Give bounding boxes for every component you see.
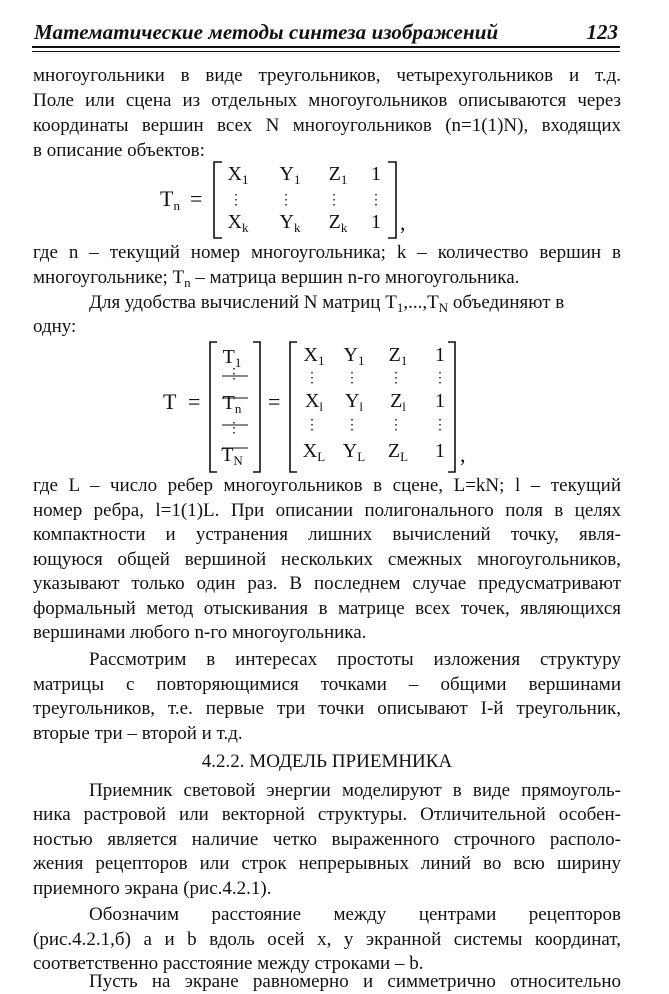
equals-sign: = <box>188 389 201 414</box>
page-header <box>32 14 620 46</box>
matrix-dots: ⋮ <box>389 371 403 386</box>
text-line: ностью является наличие четко выраженного строчного располо- <box>33 829 621 850</box>
matrix-t-lhs: T <box>163 389 177 414</box>
matrix-dots: ⋮ <box>345 371 359 386</box>
matrix-dots: ⋮ <box>389 418 403 433</box>
matrix-dots: ⋮ <box>229 193 243 208</box>
block-cell: $T_n$ <box>222 392 242 416</box>
matrix-dots: ⋮ <box>345 418 359 433</box>
equals-sign: = <box>268 389 281 414</box>
section-heading: 4.2.2. МОДЕЛЬ ПРИЕМНИКА <box>201 751 453 772</box>
text-line: где n – текущий номер многоугольника; k – количество вершин в <box>33 242 621 263</box>
block-cell: $T_N$ <box>221 444 243 468</box>
matrix-tn-lhs: $T_n$ <box>160 186 180 213</box>
text-line: треугольников, т.е. первые три точки описывают I-й треугольник, <box>33 698 621 719</box>
text-line: Обозначим расстояние между центрами рецепторов <box>89 904 621 925</box>
matrix-dots: ⋮ <box>227 421 241 436</box>
text-line: соответственно расстояние между строками – b. <box>33 953 424 974</box>
text-line: ющуюся общей вершиной нескольких смежных многоугольников, <box>33 549 621 570</box>
matrix-dots: ⋮ <box>369 193 383 208</box>
matrix-cell: $Z_k$ <box>328 211 348 235</box>
block-cell: $T_1$ <box>222 346 242 370</box>
matrix-cell: $X_l$ <box>304 390 324 414</box>
matrix-cell: $Z_L$ <box>387 440 409 464</box>
text-line: компактности и устранения лишних вычислений точку, явля- <box>33 524 621 545</box>
matrix-cell: 1 <box>371 163 381 185</box>
text-line: жения рецепторов или строк непрерывных линий во всю ширину <box>33 853 621 874</box>
running-title: Математические методы синтеза изображений <box>34 20 499 44</box>
matrix-cell: $Y_l$ <box>344 390 364 414</box>
comma: , <box>400 210 406 235</box>
matrix-dots: ⋮ <box>279 193 293 208</box>
header-rule <box>32 46 620 52</box>
text-line: вторые три – второй и т.д. <box>33 723 243 744</box>
text-line: Рассмотрим в интересах простоты изложения структуру <box>89 649 621 670</box>
matrix-cell: $X_1$ <box>227 163 249 187</box>
matrix-cell: $Z_l$ <box>390 390 406 414</box>
text-line: приемного экрана (рис.4.2.1). <box>33 878 272 899</box>
text-line: Приемник световой энергии моделируют в виде прямоуголь- <box>89 780 621 801</box>
text-line: координаты вершин всех N многоугольников (n=1(1)N), входящих <box>33 115 621 136</box>
matrix-cell: 1 <box>371 211 381 233</box>
matrix-cell: $Y_k$ <box>279 211 301 235</box>
text-line: в описание объектов: <box>33 140 205 161</box>
text-line: многоугольники в виде треугольников, четырехугольников и т.д. <box>33 65 621 86</box>
page-number: 123 <box>586 20 618 44</box>
matrix-dots: ⋮ <box>327 193 341 208</box>
matrix-cell: $Y_L$ <box>342 440 366 464</box>
text-line: одну: <box>33 316 77 337</box>
matrix-dots: ⋮ <box>227 367 241 382</box>
text-line: номер ребра, l=1(1)L. При описании полигонального поля в целях <box>33 500 621 521</box>
matrix-cell: $Z_1$ <box>328 163 348 187</box>
matrix-cell: $X_k$ <box>227 211 249 235</box>
matrix-dots: ⋮ <box>305 371 319 386</box>
matrix-cell: $Y_1$ <box>279 163 301 187</box>
matrix-cell: 1 <box>435 390 445 412</box>
matrix-cell: $X_1$ <box>303 344 325 368</box>
matrix-cell: $Z_1$ <box>388 344 408 368</box>
text-line: (рис.4.2.1,б) a и b вдоль осей x, у экранной системы координат, <box>33 929 621 950</box>
matrix-dots: ⋮ <box>433 371 447 386</box>
text-line: матрицы с повторяющимися точками – общими вершинами <box>33 674 621 695</box>
matrix-cell: 1 <box>435 344 445 366</box>
matrix-cell: $Y_1$ <box>343 344 365 368</box>
text-line: Пусть на экране равномерно и симметрично относительно <box>89 971 621 992</box>
text-line: Поле или сцена из отдельных многоугольников описываются через <box>33 90 621 111</box>
text-line: Для удобства вычислений N матриц $T_1,...,T_N$ объединяют в <box>89 292 565 315</box>
matrix-dots: ⋮ <box>305 418 319 433</box>
text-line: где L – число ребер многоугольников в сцене, L=kN; l – текущий <box>33 475 621 496</box>
text-line: вершинами любого n-го многоугольника. <box>33 622 367 643</box>
text-line: формальный метод отыскивания в матрице всех точек, являющихся <box>33 598 621 619</box>
comma: , <box>460 442 466 467</box>
matrix-dots: ⋮ <box>433 418 447 433</box>
text-line: ника растровой или векторной структуры. Отличительной особен- <box>33 804 621 825</box>
matrix-cell: $X_L$ <box>302 440 326 464</box>
text-line: указывают только один раз. В последнем случае предусматривают <box>33 573 621 594</box>
matrix-cell: 1 <box>435 440 445 462</box>
text-line: многоугольнике; $T_n$ – матрица вершин n-го многоугольника. <box>33 267 520 290</box>
equals-sign: = <box>190 186 203 211</box>
